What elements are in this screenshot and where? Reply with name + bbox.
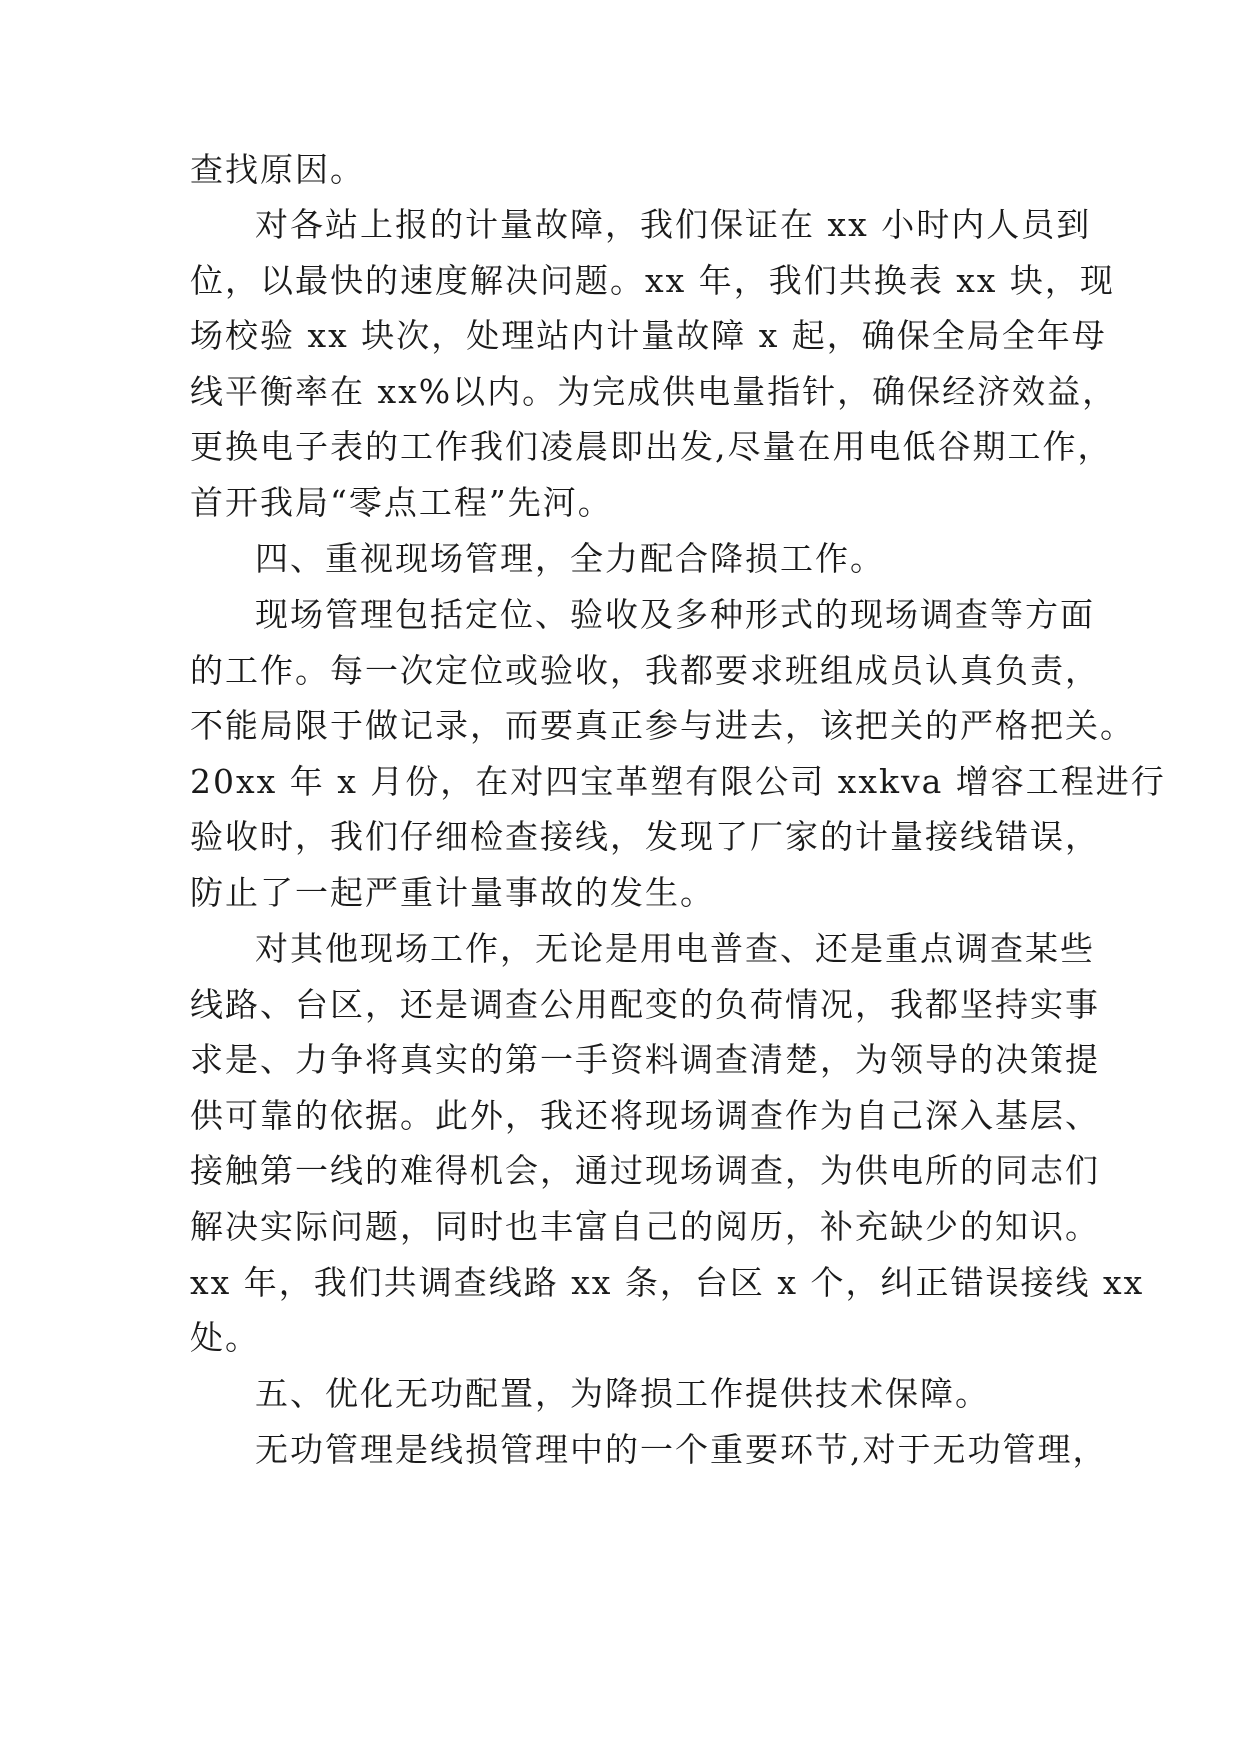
text-line: 现场管理包括定位、验收及多种形式的现场调查等方面 bbox=[255, 595, 1095, 634]
text-line: 20xx 年 x 月份，在对四宝革塑有限公司 xxkva 增容工程进行 bbox=[190, 762, 1166, 801]
text-line: 求是、力争将真实的第一手资料调查清楚，为领导的决策提 bbox=[190, 1040, 1100, 1079]
text-line: 无功管理是线损管理中的一个重要环节,对于无功管理， bbox=[255, 1430, 1108, 1469]
text-line: 供可靠的依据。此外，我还将现场调查作为自己深入基层、 bbox=[190, 1096, 1100, 1135]
text-line: 查找原因。 bbox=[190, 150, 365, 189]
text-line: 解决实际问题，同时也丰富自己的阅历，补充缺少的知识。 bbox=[190, 1207, 1100, 1246]
text-line: 首开我局“零点工程”先河。 bbox=[190, 483, 613, 522]
text-line: 线平衡率在 xx%以内。为完成供电量指针，确保经济效益， bbox=[190, 372, 1118, 411]
text-line: 对其他现场工作，无论是用电普查、还是重点调查某些 bbox=[255, 929, 1095, 968]
text-line: xx 年，我们共调查线路 xx 条，台区 x 个，纠正错误接线 xx bbox=[190, 1263, 1145, 1302]
text-line: 更换电子表的工作我们凌晨即出发,尽量在用电低谷期工作， bbox=[190, 427, 1113, 466]
text-line: 位，以最快的速度解决问题。xx 年，我们共换表 xx 块，现 bbox=[190, 261, 1115, 300]
text-line: 不能局限于做记录，而要真正参与进去，该把关的严格把关。 bbox=[190, 706, 1135, 745]
text-line: 防止了一起严重计量事故的发生。 bbox=[190, 873, 715, 912]
text-line: 的工作。每一次定位或验收，我都要求班组成员认真负责， bbox=[190, 651, 1100, 690]
section-heading: 四、重视现场管理，全力配合降损工作。 bbox=[255, 539, 885, 578]
text-line: 处。 bbox=[190, 1318, 260, 1357]
text-line: 对各站上报的计量故障，我们保证在 xx 小时内人员到 bbox=[255, 205, 1092, 244]
text-line: 验收时，我们仔细检查接线，发现了厂家的计量接线错误， bbox=[190, 817, 1100, 856]
text-line: 线路、台区，还是调查公用配变的负荷情况，我都坚持实事 bbox=[190, 985, 1100, 1024]
text-line: 接触第一线的难得机会，通过现场调查，为供电所的同志们 bbox=[190, 1151, 1100, 1190]
text-line: 场校验 xx 块次，处理站内计量故障 x 起，确保全局全年母 bbox=[190, 316, 1107, 355]
section-heading: 五、优化无功配置，为降损工作提供技术保障。 bbox=[255, 1374, 990, 1413]
